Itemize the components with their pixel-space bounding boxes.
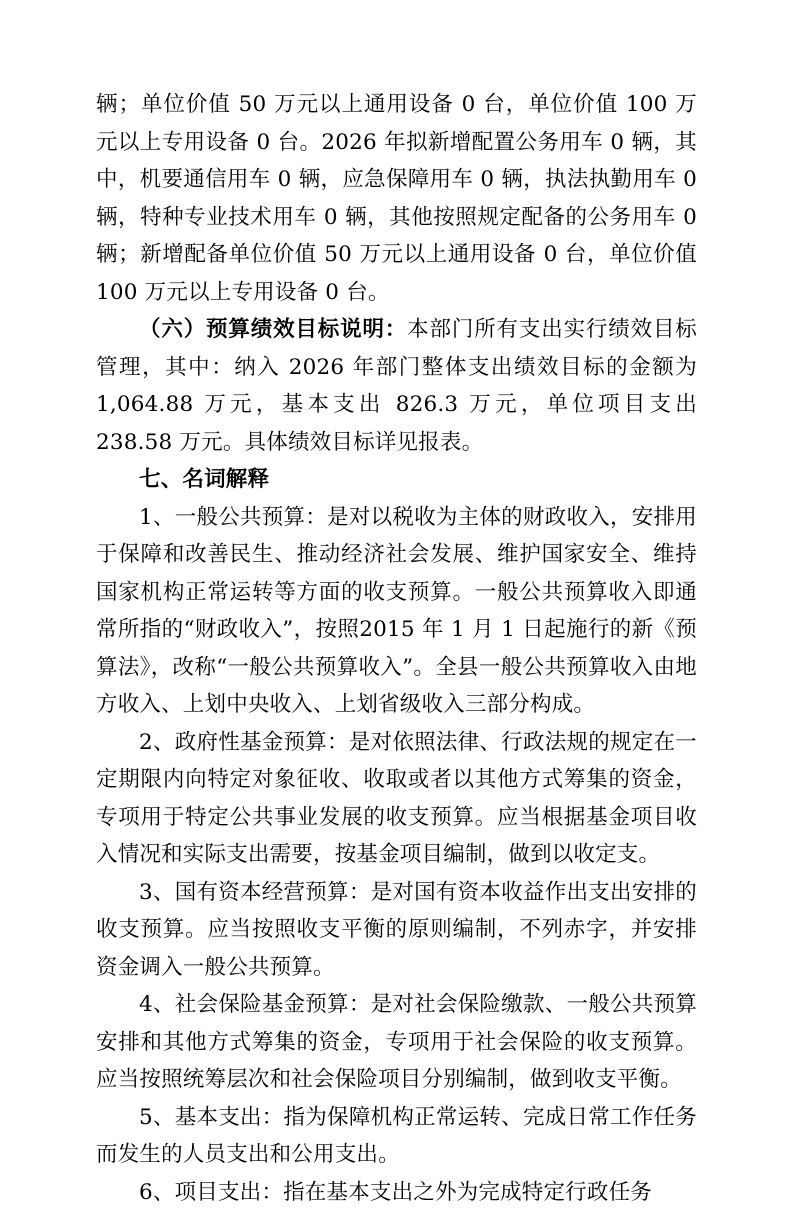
paragraph-performance-target-lead: （六）预算绩效目标说明： [139,317,407,342]
paragraph-item-3: 3、国有资本经营预算：是对国有资本收益作出支出安排的收支预算。应当按照收支平衡的原则编制，不列赤字，并安排资金调入一般公共预算。 [96,874,697,987]
heading-glossary: 七、名词解释 [96,461,697,499]
paragraph-item-2: 2、政府性基金预算：是对依照法律、行政法规的规定在一定期限内向特定对象征收、收取或者以其他方式筹集的资金，专项用于特定公共事业发展的收支预算。应当根据基金项目收入情况和实际支出需要，按基金项目编制，做到以收定支。 [96,724,697,874]
paragraph-vehicles: 辆；单位价值 50 万元以上通用设备 0 台，单位价值 100 万元以上专用设备 0 台。2026 年拟新增配置公务用车 0 辆，其中，机要通信用车 0 辆，应急保障用车 0 辆，执法执勤用车 0 辆，特种专业技术用车 0 辆，其他按照规定配备的公务用车 0 辆；新增配备单位价值 50 万元以上通用设备 0 台，单位价值 100 万元以上专用设备 0 台。 [96,86,697,311]
paragraph-item-6: 6、项目支出：指在基本支出之外为完成特定行政任务 [96,1174,697,1211]
paragraph-performance-target [96,311,697,461]
paragraph-performance-target-text: 本部门所有支出实行绩效目标管理，其中：纳入 2026 年部门整体支出绩效目标的金额为 1,064.88 万元，基本支出 826.3 万元，单位项目支出 238.58 万元。具体绩效目标详见报表。 [96,317,697,455]
paragraph-item-1: 1、一般公共预算：是对以税收为主体的财政收入，安排用于保障和改善民生、推动经济社会发展、维护国家安全、维持国家机构正常运转等方面的收支预算。一般公共预算收入即通常所指的“财政收入”，按照2015 年 1 月 1 日起施行的新《预算法》，改称“一般公共预算收入”。全县一般公共预算收入由地方收入、上划中央收入、上划省级收入三部分构成。 [96,499,697,724]
paragraph-item-5: 5、基本支出：指为保障机构正常运转、完成日常工作任务而发生的人员支出和公用支出。 [96,1099,697,1174]
document-body [96,86,697,1211]
paragraph-item-4: 4、社会保险基金预算：是对社会保险缴款、一般公共预算安排和其他方式筹集的资金，专项用于社会保险的收支预算。应当按照统筹层次和社会保险项目分别编制，做到收支平衡。 [96,986,697,1099]
